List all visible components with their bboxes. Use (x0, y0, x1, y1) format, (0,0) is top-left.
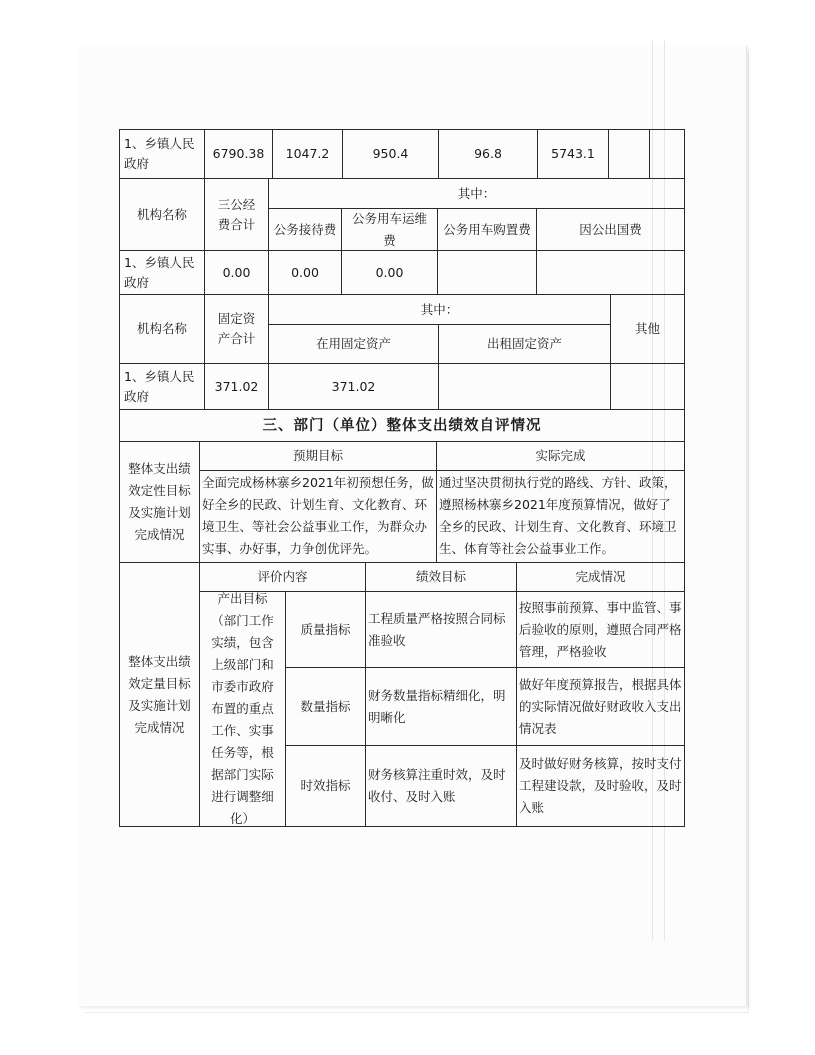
expected-header: 预期目标 (199, 441, 437, 471)
sub-header: 出租固定资产 (438, 324, 611, 364)
done-header: 完成情况 (516, 562, 685, 592)
org-name-cell: 1、乡镇人民政府 (119, 363, 205, 410)
of-which-header: 其中： (268, 178, 685, 209)
sub-header: 公务用车购置费 (437, 208, 537, 251)
empty-cell (649, 129, 685, 179)
value-cell: 371.02 (204, 363, 269, 410)
value-cell: 96.8 (438, 129, 538, 179)
org-name-cell: 1、乡镇人民政府 (119, 250, 205, 295)
output-target: 产出目标（部门工作实绩，包含上级部门和市委市政府布置的重点工作、实事任务等，根据部门实际进行调整细化） (199, 591, 286, 827)
done-cell: 及时做好财务核算，按时支付工程建设款，及时验收，及时入账 (516, 745, 685, 827)
section-title: 三、部门（单位）整体支出绩效自评情况 (119, 409, 685, 442)
empty-cell (610, 363, 685, 410)
sub-header: 公务用车运维费 (341, 208, 438, 251)
value-cell: 0.00 (341, 250, 438, 295)
indicator-cell: 数量指标 (285, 667, 366, 746)
empty-cell (438, 363, 611, 410)
empty-cell (608, 129, 650, 179)
done-cell: 按照事前预算、事中监管、事后验收的原则，遵照合同严格管理，严格验收 (516, 591, 685, 668)
value-cell: 5743.1 (537, 129, 609, 179)
actual-header: 实际完成 (436, 441, 685, 471)
goal-cell: 财务核算注重时效，及时收付、及时入账 (365, 745, 517, 827)
value-cell: 6790.38 (204, 129, 273, 179)
indicator-cell: 时效指标 (285, 745, 366, 827)
value-cell: 1047.2 (272, 129, 343, 179)
org-name-header: 机构名称 (119, 178, 205, 251)
total-header: 固定资产合计 (204, 294, 269, 364)
sub-header: 因公出国费 (536, 208, 685, 251)
value-cell: 0.00 (204, 250, 269, 295)
other-header: 其他 (610, 294, 685, 364)
value-cell: 371.02 (268, 363, 439, 410)
value-cell: 0.00 (268, 250, 342, 295)
goal-cell: 财务数量指标精细化，明明晰化 (365, 667, 517, 746)
value-cell: 950.4 (342, 129, 439, 179)
quantitative-label: 整体支出绩效定量目标及实施计划完成情况 (119, 562, 200, 827)
eval-header: 评价内容 (199, 562, 366, 592)
actual-text: 通过坚决贯彻执行党的路线、方针、政策，遵照杨林寨乡2021年度预算情况，做好了全乡的民政、计划生育、文化教育、环境卫生、体育等社会公益事业工作。 (436, 470, 685, 563)
goal-cell: 工程质量严格按照合同标准验收 (365, 591, 517, 668)
indicator-cell: 质量指标 (285, 591, 366, 668)
expected-text: 全面完成杨林寨乡2021年初预想任务，做好全乡的民政、计划生育、文化教育、环境卫生、等社会公益事业工作，为群众办实事、办好事，力争创优评先。 (199, 470, 437, 563)
total-header: 三公经费合计 (204, 178, 269, 251)
sub-header: 在用固定资产 (268, 324, 439, 364)
empty-cell (536, 250, 685, 295)
qualitative-label: 整体支出绩效定性目标及实施计划完成情况 (119, 441, 200, 563)
of-which-header: 其中： (268, 294, 611, 325)
sub-header: 公务接待费 (268, 208, 342, 251)
empty-cell (437, 250, 537, 295)
goal-header: 绩效目标 (365, 562, 517, 592)
org-name-header: 机构名称 (119, 294, 205, 364)
org-name-cell: 1、乡镇人民政府 (119, 129, 205, 179)
done-cell: 做好年度预算报告，根据具体的实际情况做好财政收入支出情况表 (516, 667, 685, 746)
